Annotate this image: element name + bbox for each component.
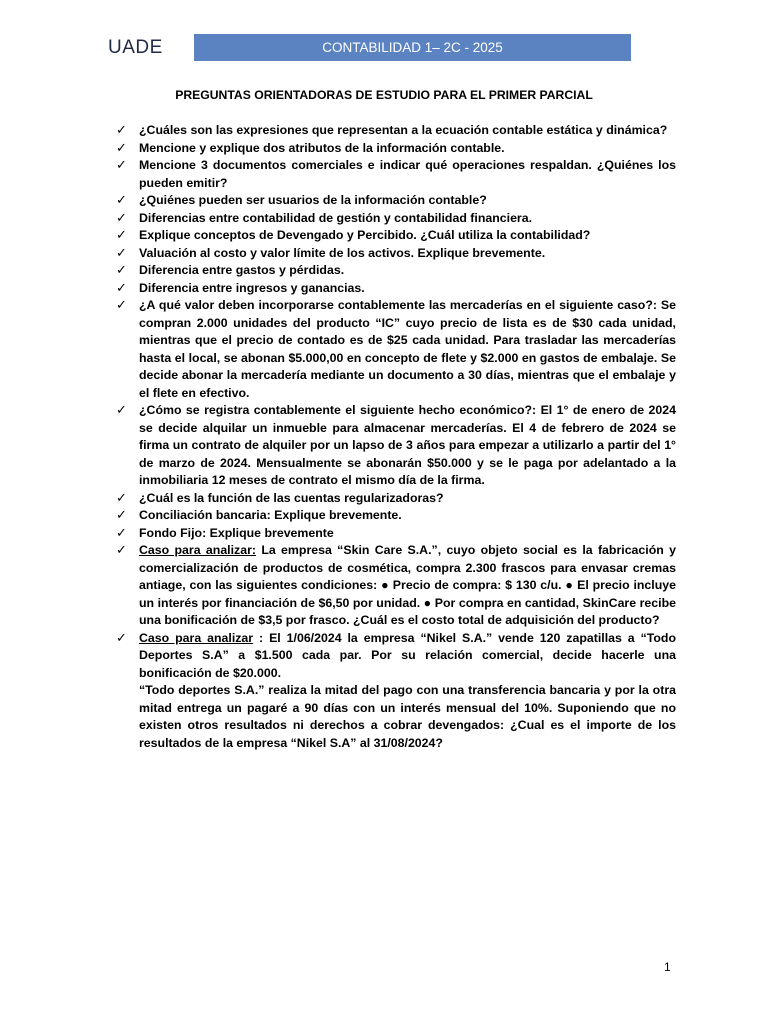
question-item [116, 122, 676, 140]
checkmark-icon: ✓ [116, 158, 127, 173]
checkmark-icon: ✓ [116, 228, 127, 243]
course-banner [194, 34, 631, 61]
question-item [116, 245, 676, 263]
checkmark-icon: ✓ [116, 630, 127, 646]
question-text [139, 262, 676, 280]
question-body: Valuación al costo y valor límite de los activos. Explique brevemente. [139, 245, 546, 260]
question-item [116, 280, 676, 298]
case-label: Caso para analizar: [139, 543, 256, 557]
question-text [139, 402, 676, 490]
checkmark-icon: ✓ [116, 245, 127, 261]
document-title: PREGUNTAS ORIENTADORAS DE ESTUDIO PARA EL PRIMER PARCIAL [175, 88, 593, 102]
question-body: Conciliación bancaria: Explique brevemente. [139, 508, 402, 522]
question-item [116, 542, 676, 630]
checkmark-icon: ✓ [116, 263, 127, 278]
question-text [139, 630, 676, 753]
question-body: : El 1/06/2024 la empresa “Nikel S.A.” vende 120 zapatillas a “Todo Deportes S.A” a $1.500 cada par. Por su relación comercial, decide hacerle una bonificación de $20.000. [139, 630, 676, 680]
question-body: Fondo Fijo: Explique brevemente [139, 525, 334, 540]
question-text [139, 210, 676, 228]
checkmark-icon: ✓ [116, 525, 127, 541]
question-item [116, 227, 676, 245]
question-item [116, 402, 676, 490]
question-item [116, 140, 676, 158]
question-body: Mencione 3 documentos comerciales e indicar qué operaciones respaldan. ¿Quiénes los pueden emitir? [139, 158, 676, 190]
question-text [139, 490, 676, 508]
question-text [139, 280, 676, 298]
question-body: Diferencia entre gastos y pérdidas. [139, 263, 345, 277]
question-text [139, 507, 676, 525]
question-item [116, 507, 676, 525]
page-number: 1 [664, 960, 671, 974]
question-body: La empresa “Skin Care S.A.”, cuyo objeto social es la fabricación y comercialización de productos de cosmética, compra 2.300 frascos para envasar cremas antiage, con las siguientes condiciones: ● Precio de compra: $ 130 c/u. ● El precio incluye un interés por financiación de $6,50 por unidad. ● Por compra en cantidad, SkinCare recibe una bonificación de $3,5 por frasco. ¿Cuál es el costo total de adquisición del producto? [139, 543, 676, 627]
question-list [116, 122, 676, 752]
question-body: ¿Cómo se registra contablemente el siguiente hecho económico?: El 1° de enero de 2024 se decide alquilar un inmueble para almacenar mercaderías. El 4 de febrero de 2024 se firma un contrato de alquiler por un lapso de 3 años para empezar a utilizarlo a partir del 1° de marzo de 2024. Mensualmente se abonarán $50.000 y se le paga por adelantado a la inmobiliaria 12 meses de contrato el mismo día de la firma. [139, 403, 676, 487]
checkmark-icon: ✓ [116, 210, 127, 226]
question-item [116, 490, 676, 508]
course-banner-label: CONTABILIDAD 1– 2C - 2025 [322, 40, 503, 55]
uade-logo: UADE [108, 37, 163, 58]
checkmark-icon: ✓ [116, 123, 127, 138]
question-item [116, 262, 676, 280]
question-text [139, 245, 676, 263]
question-item [116, 210, 676, 228]
checkmark-icon: ✓ [116, 298, 127, 313]
question-body: Diferencia entre ingresos y ganancias. [139, 280, 365, 295]
checkmark-icon: ✓ [116, 193, 127, 208]
checkmark-icon: ✓ [116, 508, 127, 523]
checkmark-icon: ✓ [116, 140, 127, 156]
question-item [116, 630, 676, 753]
question-text [139, 227, 676, 245]
question-text [139, 192, 676, 210]
question-text [139, 297, 676, 402]
question-text [139, 542, 676, 630]
checkmark-icon: ✓ [116, 280, 127, 296]
question-body: ¿Cuál es la función de las cuentas regularizadoras? [139, 490, 444, 505]
question-item [116, 157, 676, 192]
question-continuation: “Todo deportes S.A.” realiza la mitad del pago con una transferencia bancaria y por la otra mitad entrega un pagaré a 90 días con un interés mensual del 10%. Suponiendo que no existen otros resultados ni derechos a cobrar devengados: ¿Cual es el importe de los resultados de la empresa “Nikel S.A” al 31/08/2024? [139, 683, 676, 750]
question-text [139, 122, 676, 140]
question-item [116, 297, 676, 402]
question-body: Explique conceptos de Devengado y Percibido. ¿Cuál utiliza la contabilidad? [139, 228, 591, 242]
checkmark-icon: ✓ [116, 490, 127, 506]
question-text [139, 525, 676, 543]
question-body: Diferencias entre contabilidad de gestión y contabilidad financiera. [139, 210, 533, 225]
question-item [116, 192, 676, 210]
checkmark-icon: ✓ [116, 403, 127, 418]
question-text [139, 157, 676, 192]
case-label: Caso para analizar [139, 630, 254, 645]
question-body: ¿Cuáles son las expresiones que representan a la ecuación contable estática y dinámica? [139, 123, 668, 137]
checkmark-icon: ✓ [116, 543, 127, 558]
question-body: ¿Quiénes pueden ser usuarios de la información contable? [139, 193, 487, 207]
question-body: ¿A qué valor deben incorporarse contablemente las mercaderías en el siguiente caso?: Se compran 2.000 unidades del producto “IC” cuyo precio de lista es de $30 cada unidad, mientras que el precio de contado es de $25 cada unidad. Para trasladar las mercaderías hasta el local, se abonan $5.000,00 en concepto de flete y $2.000 en gastos de embalaje. Se decide abonar la mercadería mediante un documento a 30 días, mientras que el embalaje y el flete en efectivo. [139, 298, 676, 400]
question-item [116, 525, 676, 543]
question-body: Mencione y explique dos atributos de la información contable. [139, 140, 505, 155]
question-text [139, 140, 676, 158]
